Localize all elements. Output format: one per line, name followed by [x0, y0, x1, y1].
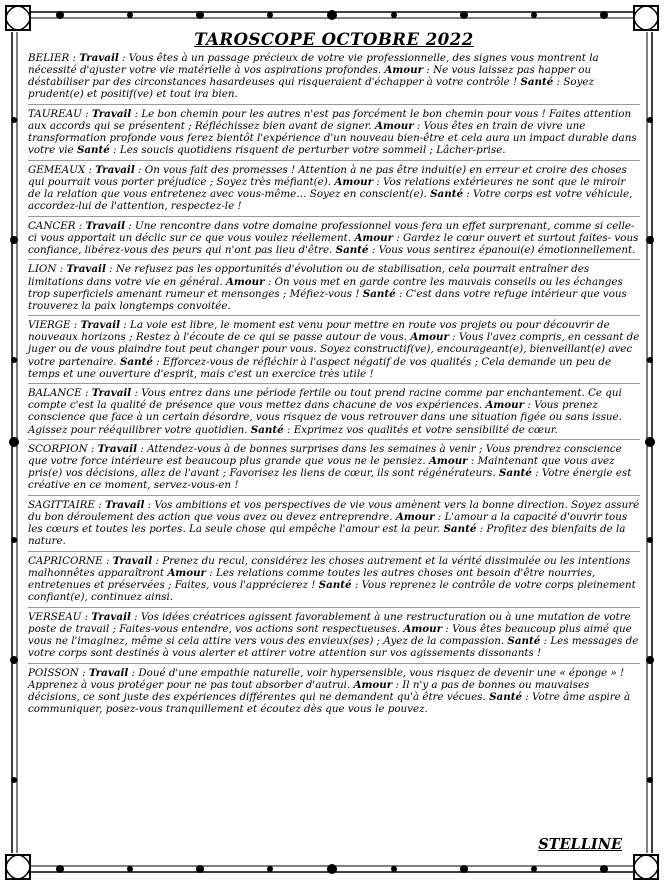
amour-label: Amour: [410, 331, 449, 344]
travail-label: Travail: [88, 666, 129, 679]
amour-text: Vous êtes en train de vivre une transformation profonde vous ferez bientôt l'expérience d'un nouveau bien-être et cela aura un impact durable dans votre vie: [28, 119, 637, 157]
travail-text: Doué d'une empathie naturelle, voir hypersensible, vous risquez de devenir une « éponge » ! Apprenez à vous protéger pour ne pas tout absorber d'autrui.: [28, 666, 625, 691]
amour-label: Amour: [225, 275, 265, 288]
sign-divider: [28, 216, 640, 217]
sante-label: Santé: [489, 690, 523, 703]
sign-divider: [28, 160, 640, 161]
sign-entry: BALANCE : Travail : Vous entrez dans une période fertile ou tout prend racine comme par enchantement. Ce qui compte c'est la qualité de présence que vous mettez dans chacune de vos expériences. Amour : Vous prenez conscience que face à un certain désordre, vous risquez de vous retrouver dans une situation figée ou sans issue. Agissez pour rééquilibrer votre quotidien. Santé : Exprimez vos qualités et votre sensibilité de cœur.: [28, 387, 622, 436]
sante-text: Vous vous sentirez épanoui(e) émotionnellement.: [378, 243, 636, 256]
sign-name: TAUREAU: [28, 107, 82, 120]
amour-text: Ne vous laissez pas happer ou déstabiliser par des circonstances hasardeuses qui risqueraient d'échapper à votre contrôle !: [28, 64, 592, 89]
sign-name: SAGITTAIRE: [28, 499, 95, 511]
sante-text: Profitez des bienfaits de la nature.: [28, 523, 626, 548]
sign-entry: LION : Travail : Ne refusez pas les opportunités d'évolution ou de stabilisation, cela pourrait entraîner des limitations dans votre vie en général. Amour : On vous met en garde contre les mauvais conseils ou les échanges trop superficiels amenant rumeur et mensonges ; Méfiez-vous ! Santé : C'est dans votre refuge intérieur que vous trouverez la paix longtemps convoitée.: [28, 263, 627, 312]
amour-text: L'amour a la capacité d'ouvrir tous les cœurs et toutes les portes. La seule chose qui empêche l'amour est la peur.: [28, 511, 628, 536]
sante-label: Santé: [430, 187, 464, 200]
amour-label: Amour: [353, 678, 393, 691]
sign-name: CAPRICORNE: [28, 554, 103, 567]
sign-entry: VIERGE : Travail : La voie est libre, le moment est venu pour mettre en route vos projets ou pour découvrir de nouveaux horizons ; Restez à l'écoute de ce qui se passe autour de vous. Amour : Vous l'avez compris, en cessant de juger ou de vous plaindre tout peut changer pour vous. Soyez constructif(ve), encourageant(e), bienveillant(e) avec votre partenaire. Santé : Efforcez-vous de réfléchir à l'aspect négatif de vos qualités ; Cela demande un peu de temps et une ouverture d'esprit, mais c'est un exercice très utile !: [28, 319, 640, 380]
travail-label: Travail: [91, 107, 132, 120]
amour-text: Les relations comme toutes les autres choses ont besoin d'être nourries, entretenues et préservées ; Faites, vous l'apprécierez !: [28, 566, 596, 592]
sign-entry: SAGITTAIRE : Travail : Vos ambitions et vos perspectives de vie vous amènent vers la bonne direction. Soyez assuré du bon déroulement des action que vous avez ou devez entreprendre. Amour : L'amour a la capacité d'ouvrir tous les cœurs et toutes les portes. La seule chose qui empêche l'amour est la peur. Santé : Profitez des bienfaits de la nature.: [28, 499, 640, 548]
sante-label: Santé: [119, 355, 153, 368]
sante-label: Santé: [318, 579, 352, 592]
amour-text: On vous met en garde contre les mauvais conseils ou les échanges trop superficiels amenant rumeur et mensonges ; Méfiez-vous !: [28, 275, 623, 300]
sign-divider: [28, 607, 640, 608]
sign-name: CANCER: [28, 219, 76, 232]
travail-label: Travail: [112, 554, 153, 567]
sante-text: Les soucis quotidiens risquent de perturber votre sommeil ; Lâcher-prise.: [119, 144, 506, 157]
sign-entry: VERSEAU : Travail : Vos idées créatrices agissent favorablement à une restructuration ou à une mutation de votre poste de travail ; Faites-vous entendre, vos actions sont respectueuses. Amour : Vous êtes beaucoup plus aimé que vous ne l'imaginez, même si cela attire vers vous des envieux(ses) ; Ayez de la compassion. Santé : Les messages de votre corps sont destinés à vous alerter et attirer votre attention sur vos agissements dissonants !: [28, 610, 639, 660]
amour-text: Il n'y a pas de bonnes ou mauvaises décisions, ce sont juste des expériences différentes qui ne demandent qu'à être vécues.: [28, 678, 590, 703]
sign-name: BELIER: [28, 52, 70, 64]
sign-name: GEMEAUX: [28, 163, 86, 176]
sign-entry: BELIER : Travail : Vous êtes à un passage précieux de votre vie professionnelle, des signes vous montrent la nécessité d'ajuster votre vie matérielle à vos aspirations profondes. Amour : Ne vous laissez pas happer ou déstabiliser par des circonstances hasardeuses qui risqueraient d'échapper à votre contrôle ! Santé : Soyez prudent(e) et positif(ve) et tout ira bien.: [28, 52, 599, 101]
travail-text: Vous êtes à un passage précieux de votre vie professionnelle, des signes vous montrent la nécessité d'ajuster votre vie matérielle à vos aspirations profondes.: [28, 52, 599, 77]
sign-name: POISSON: [28, 666, 79, 679]
travail-text: Ne refusez pas les opportunités d'évolution ou de stabilisation, cela pourrait entraîner des limitations dans votre vie en général.: [28, 263, 590, 288]
travail-text: Vos idées créatrices agissent favorablement à une restructuration ou à une mutation de votre poste de travail ; Faites-vous entendre, vos actions sont respectueuses.: [28, 610, 631, 635]
travail-label: Travail: [97, 443, 138, 456]
amour-label: Amour: [354, 231, 393, 244]
sante-label: Santé: [362, 287, 396, 300]
sign-name: VIERGE: [28, 319, 71, 332]
amour-label: Amour: [485, 399, 525, 412]
sante-text: Exprimez vos qualités et votre sensibilité de cœur.: [293, 423, 558, 436]
amour-text: Vous l'avez compris, en cessant de juger ou de vous plaindre tout peut changer pour vous. Soyez constructif(ve), encourageant(e), bienveillant(e) avec votre partenaire.: [28, 331, 640, 368]
amour-label: Amour: [428, 455, 468, 468]
amour-label: Amour: [167, 566, 206, 579]
sign-divider: [28, 495, 640, 496]
sante-text: Votre âme aspire à communiquer, posez-vous tranquillement et écoutez dès que vous le pouvez.: [28, 690, 631, 715]
sign-entry: TAUREAU : Travail : Le bon chemin pour les autres n'est pas forcément le bon chemin pour vous ! Faites attention aux accords qui se présentent ; Réfléchissez bien avant de signer. Amour : Vous êtes en train de vivre une transformation profonde vous ferez bientôt l'expérience d'un nouveau bien-être et cela aura un impact durable dans votre vie Santé : Les soucis quotidiens risquent de perturber votre sommeil ; Lâcher-prise.: [28, 107, 637, 157]
amour-label: Amour: [403, 622, 443, 635]
amour-text: Vous êtes beaucoup plus aimé que vous ne l'imaginez, même si cela attire vers vous des envieux(ses) ; Ayez de la compassion.: [28, 622, 632, 647]
travail-text: Attendez-vous à de bonnes surprises dans les semaines à venir ; Vous prendrez conscience que votre force intérieure est beaucoup plus grande que vous ne le pensiez.: [28, 443, 622, 468]
travail-label: Travail: [104, 499, 145, 511]
sign-name: SCORPION: [28, 443, 88, 456]
sante-text: Vous reprenez le contrôle de votre corps pleinement confiant(e), continuez ainsi.: [28, 579, 636, 604]
travail-label: Travail: [95, 163, 135, 176]
travail-text: Vos ambitions et vos perspectives de vie vous amènent vers la bonne direction. Soyez assuré du bon déroulement des action que vous avez ou devez entreprendre.: [28, 499, 640, 524]
amour-label: Amour: [374, 119, 414, 132]
travail-label: Travail: [79, 52, 119, 64]
sign-divider: [28, 383, 640, 384]
sign-entry: POISSON : Travail : Doué d'une empathie naturelle, voir hypersensible, vous risquez de devenir une « éponge » ! Apprenez à vous protéger pour ne pas tout absorber d'autrui. Amour : Il n'y a pas de bonnes ou mauvaises décisions, ce sont juste des expériences différentes qui ne demandent qu'à être vécues. Santé : Votre âme aspire à communiquer, posez-vous tranquillement et écoutez dès que vous le pouvez.: [28, 666, 631, 715]
travail-label: Travail: [80, 319, 121, 332]
sign-divider: [28, 315, 640, 316]
sign-entry: SCORPION : Travail : Attendez-vous à de bonnes surprises dans les semaines à venir ; Vous prendrez conscience que votre force intérieure est beaucoup plus grande que vous ne le pensiez. Amour : Maintenant que vous avez pris(e) vos décisions, allez de l'avant ; Favorisez les liens de cœur, ils sont régénérateurs. Santé : Votre énergie est créative en ce moment, servez-vous-en !: [28, 443, 632, 492]
travail-label: Travail: [66, 263, 106, 276]
signature: STELLINE: [538, 836, 622, 853]
travail-text: Prenez du recul, considérez les choses autrement et la vérité dissimulée ou les intentions malhonnêtes apparaîtront: [28, 554, 631, 579]
sante-text: Les messages de votre corps sont destinés à vous alerter et attirer votre attention sur vos agissements dissonants !: [28, 634, 639, 660]
sign-entry: CANCER : Travail : Une rencontre dans votre domaine professionnel vous fera un effet surprenant, comme si celle-ci vous apportait un déclic sur ce que vous voulez réellement. Amour : Gardez le cœur ouvert et surtout faites- vous confiance, libérez-vous des peurs qui n'ont pas lieu d'être. Santé : Vous vous sentirez épanoui(e) émotionnellement.: [28, 219, 639, 256]
amour-text: Gardez le cœur ouvert et surtout faites- vous confiance, libérez-vous des peurs qui n'ont pas lieu d'être.: [28, 231, 639, 256]
sante-text: Efforcez-vous de réfléchir à l'aspect négatif de vos qualités ; Cela demande un peu de temps et une ouverture d'esprit, mais c'est un exercice très utile !: [28, 355, 612, 380]
amour-label: Amour: [384, 64, 424, 77]
travail-label: Travail: [91, 610, 131, 623]
signs-list: [28, 52, 640, 715]
sante-label: Santé: [507, 634, 541, 647]
sante-label: Santé: [443, 523, 477, 536]
travail-label: Travail: [85, 219, 125, 232]
travail-text: Vous entrez dans une période fertile ou tout prend racine comme par enchantement. Ce qui compte c'est la qualité de présence que vous mettez dans chacune de vos expériences.: [28, 387, 622, 412]
sante-text: C'est dans votre refuge intérieur que vous trouverez la paix longtemps convoitée.: [28, 287, 627, 312]
sante-label: Santé: [498, 467, 532, 480]
travail-text: La voie est libre, le moment est venu pour mettre en route vos projets ou pour découvrir de nouveaux horizons ; Restez à l'écoute de ce qui se passe autour de vous.: [28, 319, 610, 344]
sante-text: Votre corps est votre véhicule, accordez-lui de l'attention, respectez-le !: [28, 187, 633, 213]
amour-text: Vous prenez conscience que face à un certain désordre, vous risquez de vous retrouver dans une situation figée ou sans issue. Agissez pour rééquilibrer votre quotidien.: [28, 399, 622, 436]
travail-label: Travail: [91, 387, 132, 400]
amour-text: Maintenant que vous avez pris(e) vos décisions, allez de l'avant ; Favorisez les liens de cœur, ils sont régénérateurs.: [28, 455, 615, 480]
sign-name: VERSEAU: [28, 610, 82, 623]
sante-label: Santé: [250, 423, 284, 436]
amour-label: Amour: [395, 511, 435, 524]
sign-name: BALANCE: [28, 387, 82, 400]
sante-label: Santé: [335, 243, 369, 256]
sign-divider: [28, 551, 640, 552]
sign-divider: [28, 104, 640, 105]
sante-text: Soyez prudent(e) et positif(ve) et tout ira bien.: [28, 76, 594, 101]
sante-text: Votre énergie est créative en ce moment, servez-vous-en !: [28, 467, 632, 492]
travail-text: Une rencontre dans votre domaine professionnel vous fera un effet surprenant, comme si celle-ci vous apportait un déclic sur ce que vous voulez réellement.: [28, 219, 635, 244]
sante-label: Santé: [76, 144, 110, 157]
sign-entry: GEMEAUX : Travail : On vous fait des promesses ! Attention à ne pas être induit(e) en erreur et croire des choses qui pourrait vous porter préjudice ; Soyez très méfiant(e). Amour : Vos relations extérieures ne sont que le miroir de la relation que vous entretenez avec vous-même… Soyez en conscient(e). Santé : Votre corps est votre véhicule, accordez-lui de l'attention, respectez-le !: [28, 163, 633, 213]
sign-divider: [28, 439, 640, 440]
sign-entry: CAPRICORNE : Travail : Prenez du recul, considérez les choses autrement et la vérité dissimulée ou les intentions malhonnêtes apparaîtront Amour : Les relations comme toutes les autres choses ont besoin d'être nourries, entretenues et préservées ; Faites, vous l'apprécierez ! Santé : Vous reprenez le contrôle de votre corps pleinement confiant(e), continuez ainsi.: [28, 554, 636, 604]
sign-divider: [28, 663, 640, 664]
page-title: TAROSCOPE OCTOBRE 2022: [194, 30, 474, 49]
travail-text: On vous fait des promesses ! Attention à ne pas être induit(e) en erreur et croire des choses qui pourrait vous porter préjudice ; Soyez très méfiant(e).: [28, 163, 627, 188]
amour-label: Amour: [334, 175, 373, 188]
horoscope-content: [28, 30, 640, 719]
sante-label: Santé: [520, 76, 554, 89]
travail-text: Le bon chemin pour les autres n'est pas forcément le bon chemin pour vous ! Faites attention aux accords qui se présentent ; Réfléchissez bien avant de signer.: [28, 107, 632, 132]
amour-text: Vos relations extérieures ne sont que le miroir de la relation que vous entretenez avec vous-même… Soyez en conscient(e).: [28, 175, 626, 200]
sign-divider: [28, 259, 640, 260]
sign-name: LION: [28, 263, 57, 276]
